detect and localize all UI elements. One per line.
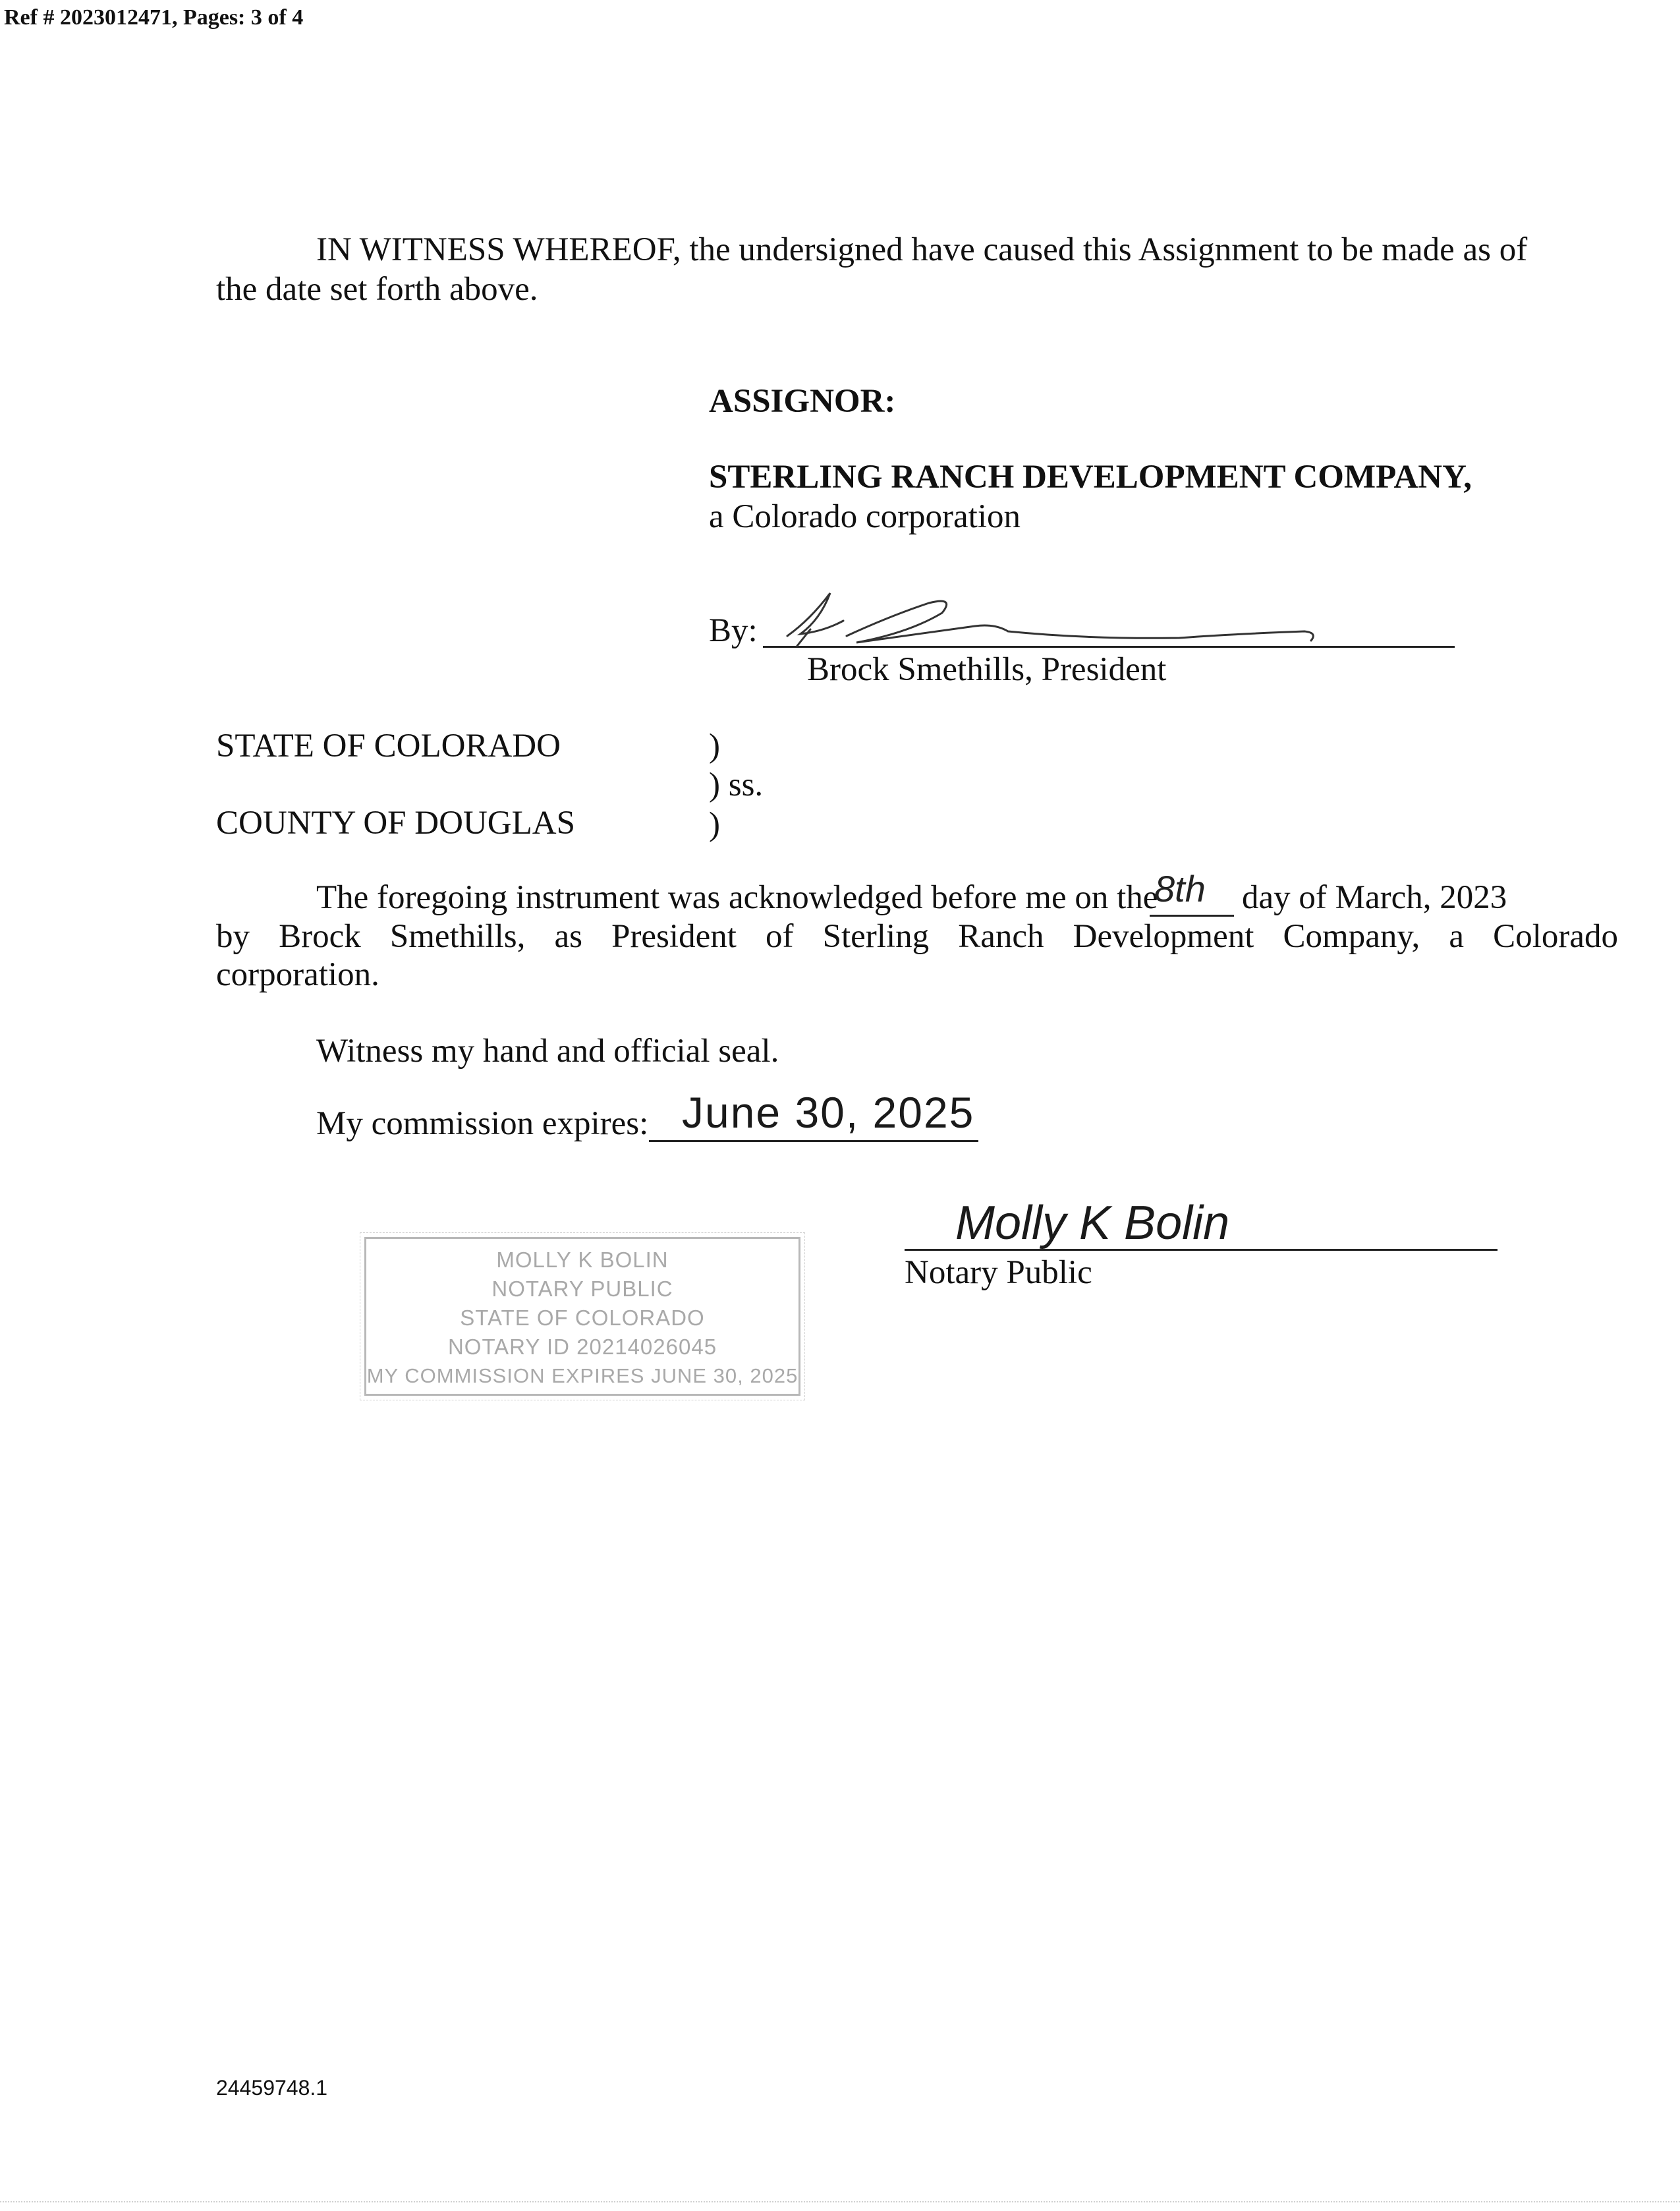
notary-title: Notary Public <box>905 1254 1092 1291</box>
venue-county: COUNTY OF DOUGLAS <box>216 805 575 842</box>
assignor-company: STERLING RANCH DEVELOPMENT COMPANY, <box>709 459 1472 496</box>
day-handwritten: 8th <box>1154 868 1206 909</box>
stamp-line: NOTARY ID 20214026045 <box>447 1335 717 1359</box>
venue-paren-ss: ) ss. <box>709 766 764 803</box>
ack-line-1-prefix: The foregoing instrument was acknowledged before me on the <box>316 879 1158 916</box>
venue-state: STATE OF COLORADO <box>216 728 561 764</box>
assignor-signature <box>758 580 1351 659</box>
notary-stamp <box>364 1237 800 1396</box>
document-ref-header: Ref # 2023012471, Pages: 3 of 4 <box>4 5 304 30</box>
assignor-company-type: a Colorado corporation <box>709 498 1021 535</box>
stamp-line: NOTARY PUBLIC <box>491 1277 673 1301</box>
commission-date-line <box>649 1140 978 1142</box>
footer-doc-id: 24459748.1 <box>216 2076 328 2100</box>
assignor-signer: Brock Smethills, President <box>807 651 1167 688</box>
notary-signature-line <box>905 1249 1498 1251</box>
witness-line-1: IN WITNESS WHEREOF, the undersigned have caused this Assignment to be made as of <box>316 231 1528 268</box>
ack-line-1-suffix: day of March, 2023 <box>1242 879 1507 916</box>
venue-paren-3: ) <box>709 806 720 843</box>
by-label: By: <box>709 612 758 649</box>
witness-line-2: the date set forth above. <box>216 271 538 308</box>
stamp-line: MY COMMISSION EXPIRES JUNE 30, 2025 <box>366 1364 798 1387</box>
venue-paren-1: ) <box>709 728 720 764</box>
ack-line-3: corporation. <box>216 956 379 993</box>
notary-signature: Molly K Bolin <box>955 1197 1230 1249</box>
assignor-heading: ASSIGNOR: <box>709 383 896 420</box>
commission-date-handwritten: June 30, 2025 <box>682 1088 975 1137</box>
ack-line-2: by Brock Smethills, as President of Sterling Ranch Development Company, a Colorado <box>216 918 1618 955</box>
commission-label: My commission expires: <box>316 1105 649 1142</box>
footer-scan-edge <box>0 2201 1680 2202</box>
stamp-line: STATE OF COLORADO <box>460 1306 705 1330</box>
day-blank-line <box>1150 915 1234 917</box>
stamp-line: MOLLY K BOLIN <box>496 1248 669 1272</box>
seal-text: Witness my hand and official seal. <box>316 1033 779 1070</box>
